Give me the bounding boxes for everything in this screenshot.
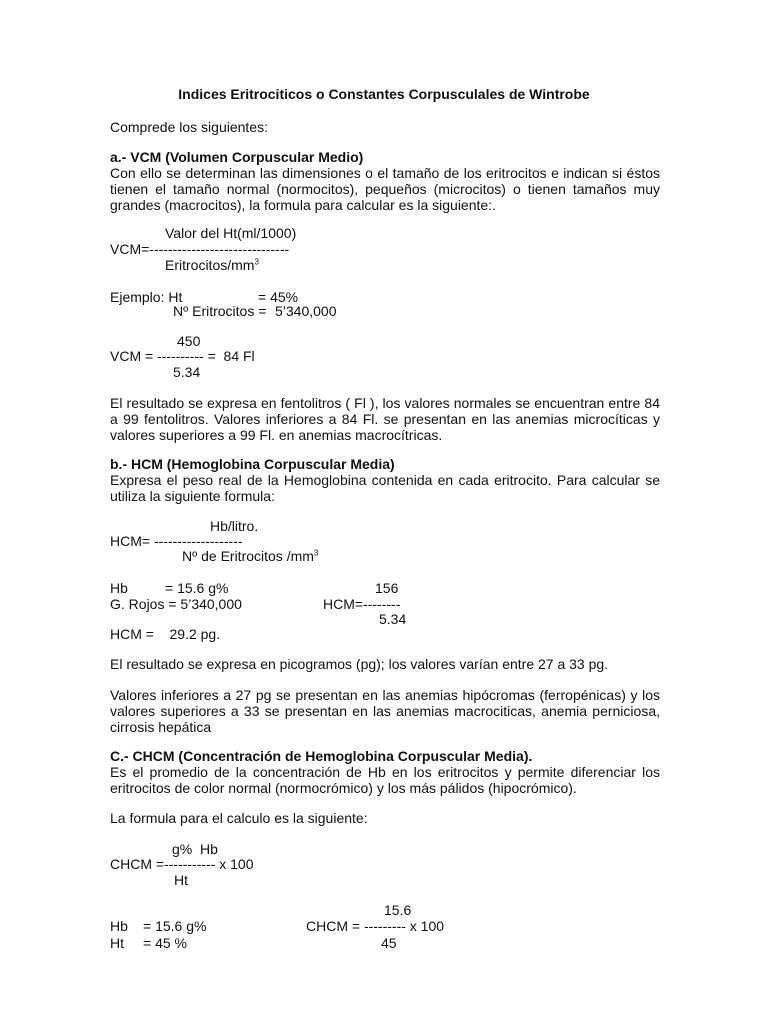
chcm-calc-line: CHCM = --------- x 100	[306, 918, 445, 934]
vcm-formula-line: VCM=------------------------------	[110, 241, 290, 257]
vcm-example-eri-label: Nº Eritrocitos =	[173, 303, 267, 319]
chcm-formula-numerator: g% Hb	[172, 841, 218, 857]
vcm-example-ht-value: = 45%	[258, 289, 299, 305]
vcm-result: El resultado se expresa en fentolitros ( Fl ), los valores normales se encuentran entre 84 a 99 fentolitros. Valores inferiores a 84 Fl. se presentan en las anemias microcíticas y valores superiores a 99 Fl. en anemias macrocítricas.	[110, 395, 660, 443]
hcm-rojos-line: G. Rojos = 5’340,000	[110, 596, 242, 612]
intro-text: Comprede los siguientes:	[110, 119, 268, 135]
chcm-formula-intro: La formula para el calculo es la siguiente:	[110, 810, 368, 826]
hcm-result-line: HCM = 29.2 pg.	[110, 626, 221, 642]
hcm-formula-den-text: Nº de Eritrocitos /mm	[182, 548, 314, 564]
hcm-formula-line: HCM= -------------------	[110, 533, 243, 549]
hcm-hb-label: Hb	[110, 580, 128, 596]
hcm-description: Expresa el peso real de la Hemoglobina contenida en cada eritrocito. Para calcular se utiliza la siguiente formula:	[110, 472, 660, 504]
hcm-hb-value: = 15.6 g%	[165, 580, 229, 596]
document-title: Indices Eritrociticos o Constantes Corpusculales de Wintrobe	[178, 86, 590, 102]
chcm-ht-label: Ht	[110, 935, 124, 951]
hcm-notes: Valores inferiores a 27 pg se presentan en las anemias hipócromas (ferropénicas) y los valores superiores a 33 se presentan en las anemias macrociticas, anemia perniciosa, cirrosis hepática	[110, 687, 660, 735]
chcm-description: Es el promedio de la concentración de Hb en los eritrocitos y permite diferenciar los eritrocitos de color normal (normocrómico) y los más pálidos (hipocrómico).	[110, 764, 660, 796]
hcm-calc-line: HCM=--------	[323, 596, 401, 612]
chcm-formula-line: CHCM =----------- x 100	[110, 856, 254, 872]
hcm-formula-denominator	[182, 548, 318, 564]
vcm-description: Con ello se determinan las dimensiones o el tamaño de los eritrocitos e indican si éstos tienen el tamaño normal (normocitos), pequeños (microcitos) o tienen tamaños muy grandes (macrocitos), la formula para calcular es la siguiente:.	[110, 165, 660, 213]
vcm-formula-denominator	[165, 257, 259, 273]
vcm-heading: a.- VCM (Volumen Corpuscular Medio)	[110, 149, 364, 165]
vcm-formula-den-text: Eritrocitos/mm	[165, 257, 255, 273]
chcm-hb-label: Hb	[110, 918, 128, 934]
hcm-calc-denominator: 5.34	[379, 611, 407, 627]
vcm-calc-line: VCM = ---------- = 84 Fl	[110, 348, 255, 364]
chcm-hb-value: = 15.6 g%	[143, 918, 207, 934]
hcm-result: El resultado se expresa en picogramos (pg); los valores varían entre 27 a 33 pg.	[110, 656, 609, 672]
chcm-calc-numerator: 15.6	[384, 902, 412, 918]
vcm-example-eri-value: 5’340,000	[275, 303, 337, 319]
chcm-heading: C.- CHCM (Concentración de Hemoglobina Corpuscular Media).	[110, 748, 533, 764]
vcm-formula-numerator: Valor del Ht(ml/1000)	[165, 225, 297, 241]
vcm-example-label: Ejemplo: Ht	[110, 289, 183, 305]
chcm-calc-denominator: 45	[381, 935, 397, 951]
vcm-formula-den-sup: 3	[254, 257, 259, 267]
hcm-heading: b.- HCM (Hemoglobina Corpuscular Media)	[110, 456, 395, 472]
vcm-calc-denominator: 5.34	[173, 364, 201, 380]
chcm-ht-value: = 45 %	[143, 935, 187, 951]
hcm-formula-den-sup: 3	[313, 548, 319, 558]
vcm-calc-numerator: 450	[177, 333, 201, 349]
hcm-calc-numerator: 156	[375, 580, 399, 596]
hcm-formula-numerator: Hb/litro.	[210, 518, 259, 534]
chcm-formula-denominator: Ht	[174, 872, 188, 888]
